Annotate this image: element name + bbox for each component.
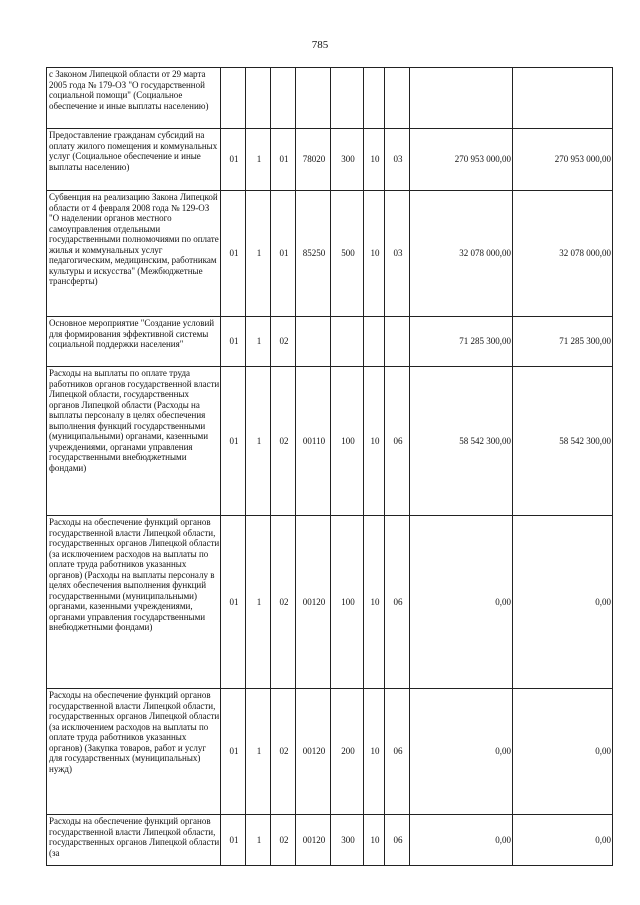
table-row (47, 317, 613, 367)
amount-2: 270 953 000,00 (513, 129, 613, 191)
direction-code: 78020 (296, 129, 331, 191)
subprogram-code: 1 (246, 317, 271, 367)
direction-code: 00110 (296, 367, 331, 516)
expense-type-code: 300 (331, 129, 364, 191)
subprogram-code (246, 68, 271, 129)
event-code: 02 (271, 689, 296, 815)
subsection-code (385, 317, 410, 367)
budget-table (46, 67, 613, 866)
row-description: с Законом Липецкой области от 29 марта 2005 года № 179-ОЗ "О государственной социальной помощи" (Социальное обеспечение и иные выплаты населению) (47, 68, 221, 129)
direction-code: 85250 (296, 191, 331, 317)
amount-2: 0,00 (513, 815, 613, 866)
table-body (47, 68, 613, 866)
expense-type-code: 500 (331, 191, 364, 317)
amount-2: 0,00 (513, 516, 613, 689)
event-code: 02 (271, 367, 296, 516)
section-code: 10 (364, 689, 385, 815)
section-code: 10 (364, 516, 385, 689)
program-code: 01 (221, 689, 246, 815)
section-code: 10 (364, 367, 385, 516)
subsection-code (385, 68, 410, 129)
row-description: Расходы на обеспечение функций органов государственной власти Липецкой области, государственных органов Липецкой области (за (47, 815, 221, 866)
subprogram-code: 1 (246, 689, 271, 815)
program-code: 01 (221, 317, 246, 367)
page-number: 785 (311, 39, 329, 51)
direction-code (296, 68, 331, 129)
expense-type-code: 200 (331, 689, 364, 815)
amount-1 (410, 68, 513, 129)
program-code: 01 (221, 191, 246, 317)
section-code (364, 317, 385, 367)
expense-type-code (331, 317, 364, 367)
event-code: 02 (271, 815, 296, 866)
table-row (47, 516, 613, 689)
subprogram-code: 1 (246, 129, 271, 191)
section-code: 10 (364, 129, 385, 191)
direction-code (296, 317, 331, 367)
amount-2: 71 285 300,00 (513, 317, 613, 367)
program-code (221, 68, 246, 129)
section-code (364, 68, 385, 129)
program-code: 01 (221, 815, 246, 866)
table-row (47, 68, 613, 129)
expense-type-code (331, 68, 364, 129)
amount-2: 58 542 300,00 (513, 367, 613, 516)
section-code: 10 (364, 191, 385, 317)
subprogram-code: 1 (246, 191, 271, 317)
amount-2 (513, 68, 613, 129)
subsection-code: 06 (385, 367, 410, 516)
subprogram-code: 1 (246, 367, 271, 516)
subsection-code: 03 (385, 191, 410, 317)
event-code: 01 (271, 129, 296, 191)
amount-1: 0,00 (410, 815, 513, 866)
event-code: 02 (271, 317, 296, 367)
event-code (271, 68, 296, 129)
expense-type-code: 300 (331, 815, 364, 866)
amount-2: 0,00 (513, 689, 613, 815)
program-code: 01 (221, 516, 246, 689)
expense-type-code: 100 (331, 367, 364, 516)
table-row (47, 815, 613, 866)
amount-1: 58 542 300,00 (410, 367, 513, 516)
table-row (47, 689, 613, 815)
subprogram-code: 1 (246, 516, 271, 689)
expense-type-code: 100 (331, 516, 364, 689)
direction-code: 00120 (296, 689, 331, 815)
row-description: Предоставление гражданам субсидий на оплату жилого помещения и коммунальных услуг (Социальное обеспечение и иные выплаты населению) (47, 129, 221, 191)
amount-2: 32 078 000,00 (513, 191, 613, 317)
program-code: 01 (221, 367, 246, 516)
row-description: Основное мероприятие "Создание условий для формирования эффективной системы социальной поддержки населения" (47, 317, 221, 367)
amount-1: 71 285 300,00 (410, 317, 513, 367)
row-description: Расходы на обеспечение функций органов государственной власти Липецкой области, государственных органов Липецкой области (за исключением расходов на выплаты по оплате труда работников указанных органов) (Расходы на выплаты персоналу в целях обеспечения выполнения функций государственными (муниципальными) органами, казенными учреждениями, органами управления государственными внебюджетными фондами) (47, 516, 221, 689)
amount-1: 0,00 (410, 689, 513, 815)
subsection-code: 06 (385, 689, 410, 815)
row-description: Расходы на обеспечение функций органов государственной власти Липецкой области, государственных органов Липецкой области (за исключением расходов на выплаты по оплате труда работников указанных органов) (Закупка товаров, работ и услуг для государственных (муниципальных) нужд) (47, 689, 221, 815)
table-row (47, 367, 613, 516)
direction-code: 00120 (296, 815, 331, 866)
amount-1: 270 953 000,00 (410, 129, 513, 191)
amount-1: 0,00 (410, 516, 513, 689)
row-description: Субвенция на реализацию Закона Липецкой области от 4 февраля 2008 года № 129-ОЗ "О наделении органов местного самоуправления отдельными государственными полномочиями по оплате жилья и коммунальных услуг педагогическим, медицинским, работникам культуры и искусства" (Межбюджетные трансферты) (47, 191, 221, 317)
row-description: Расходы на выплаты по оплате труда работников органов государственной власти Липецкой области, государственных органов Липецкой области (Расходы на выплаты персоналу в целях обеспечения выполнения функций государственными (муниципальными) органами, казенными учреждениями, органами управления государственными внебюджетными фондами) (47, 367, 221, 516)
event-code: 02 (271, 516, 296, 689)
section-code: 10 (364, 815, 385, 866)
subsection-code: 03 (385, 129, 410, 191)
table-row (47, 191, 613, 317)
amount-1: 32 078 000,00 (410, 191, 513, 317)
table-row (47, 129, 613, 191)
direction-code: 00120 (296, 516, 331, 689)
subprogram-code: 1 (246, 815, 271, 866)
subsection-code: 06 (385, 516, 410, 689)
program-code: 01 (221, 129, 246, 191)
subsection-code: 06 (385, 815, 410, 866)
event-code: 01 (271, 191, 296, 317)
